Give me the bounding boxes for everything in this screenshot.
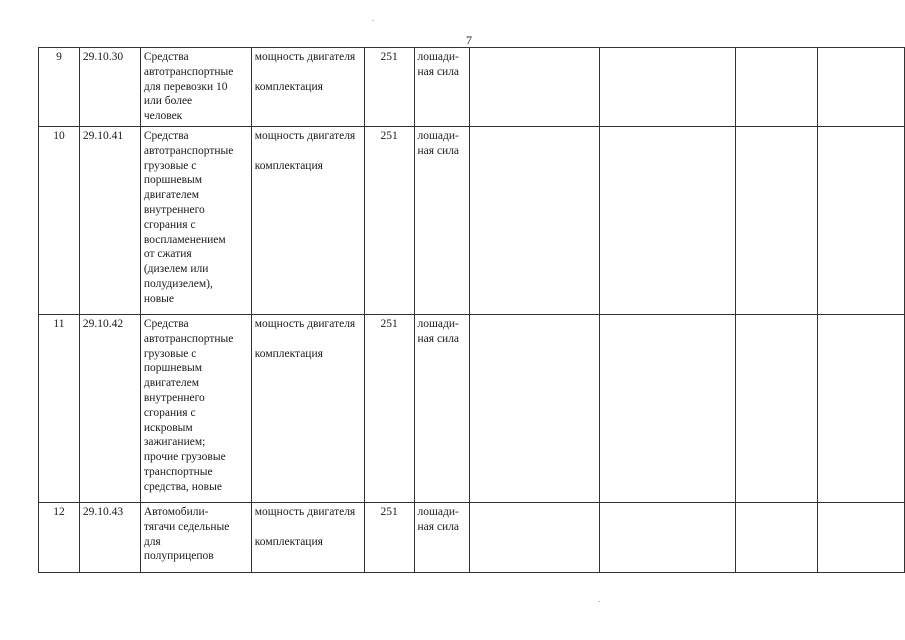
unit-name: лошади- ная сила [414, 315, 470, 503]
table-row [39, 315, 905, 503]
characteristic-equipment: комплектация [254, 347, 323, 360]
characteristics-table [38, 47, 905, 573]
characteristics [251, 503, 364, 573]
okpd-code: 29.10.42 [79, 315, 140, 503]
okpd-code: 29.10.43 [79, 503, 140, 573]
characteristic-equipment: комплектация [254, 80, 323, 93]
empty-cell [735, 48, 818, 127]
unit-name: лошади- ная сила [414, 48, 470, 127]
row-number: 9 [39, 48, 80, 127]
page-number: 7 [466, 33, 472, 47]
product-name: Средства автотранспортные для перевозки 10 или более человек [140, 48, 251, 127]
empty-cell [600, 127, 736, 315]
empty-cell [735, 127, 818, 315]
unit-code: 251 [364, 503, 414, 573]
characteristic-equipment: комплектация [254, 535, 323, 548]
characteristics [251, 315, 364, 503]
empty-cell [470, 503, 600, 573]
okpd-code: 29.10.41 [79, 127, 140, 315]
table-row [39, 127, 905, 315]
empty-cell [818, 48, 905, 127]
characteristic-equipment: комплектация [254, 159, 323, 172]
empty-cell [470, 127, 600, 315]
okpd-code: 29.10.30 [79, 48, 140, 127]
empty-cell [818, 503, 905, 573]
product-name: Средства автотранспортные грузовые с поршневым двигателем внутреннего сгорания с искровым зажиганием; прочие грузовые транспортные средства, новые [140, 315, 251, 503]
scan-speck [372, 20, 374, 21]
table-row [39, 503, 905, 573]
empty-cell [735, 315, 818, 503]
empty-cell [600, 503, 736, 573]
unit-code: 251 [364, 315, 414, 503]
product-name: Средства автотранспортные грузовые с поршневым двигателем внутреннего сгорания с воспламенением от сжатия (дизелем или полудизелем), новые [140, 127, 251, 315]
characteristics [251, 127, 364, 315]
empty-cell [735, 503, 818, 573]
row-number: 10 [39, 127, 80, 315]
characteristic-power: мощность двигателя [254, 51, 356, 63]
characteristic-power: мощность двигателя [254, 318, 356, 330]
characteristic-power: мощность двигателя [254, 506, 356, 518]
unit-code: 251 [364, 48, 414, 127]
empty-cell [600, 315, 736, 503]
table-row [39, 48, 905, 127]
unit-name: лошади- ная сила [414, 503, 470, 573]
empty-cell [818, 127, 905, 315]
row-number: 12 [39, 503, 80, 573]
empty-cell [600, 48, 736, 127]
empty-cell [470, 315, 600, 503]
scan-speck [598, 601, 600, 602]
empty-cell [818, 315, 905, 503]
characteristics [251, 48, 364, 127]
unit-code: 251 [364, 127, 414, 315]
characteristic-power: мощность двигателя [254, 130, 356, 142]
product-name: Автомобили- тягачи седельные для полуприцепов [140, 503, 251, 573]
unit-name: лошади- ная сила [414, 127, 470, 315]
row-number: 11 [39, 315, 80, 503]
empty-cell [470, 48, 600, 127]
